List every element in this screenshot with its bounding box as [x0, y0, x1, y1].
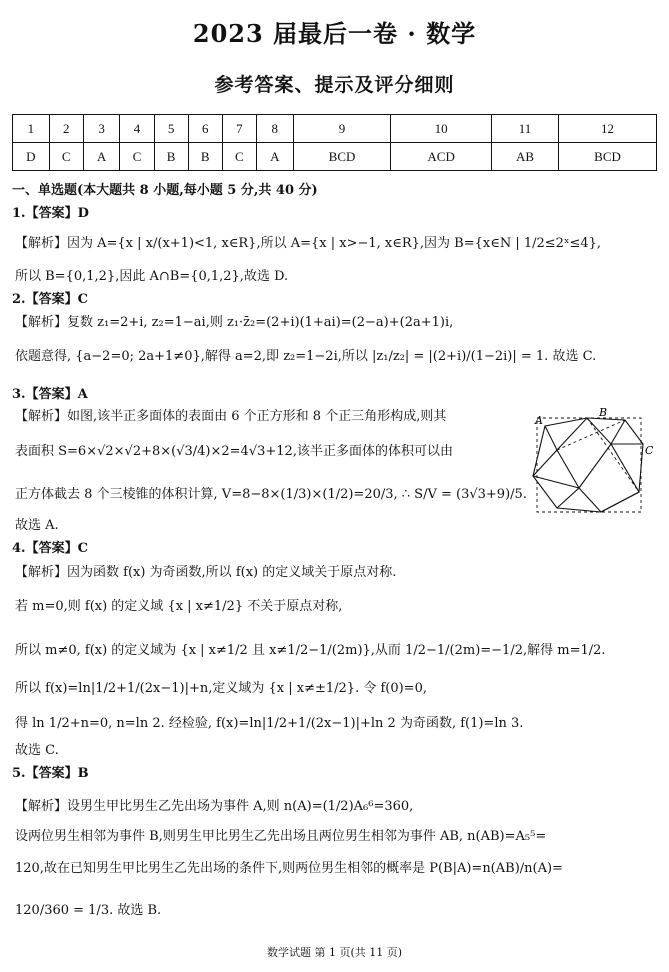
answer-heading: 4.【答案】C: [12, 541, 88, 556]
question-number: 2: [49, 115, 83, 143]
page-footer: 数学试题 第 1 页(共 11 页): [266, 946, 403, 959]
vertex-label-c: C: [645, 444, 654, 457]
answer-cell: C: [49, 143, 83, 171]
section-heading: 一、单选题(本大题共 8 小题,每小题 5 分,共 40 分): [12, 183, 318, 198]
answer-heading: 5.【答案】B: [12, 766, 89, 781]
polyhedron-figure: [527, 404, 657, 524]
answer-cell: A: [256, 143, 293, 171]
answer-cell: C: [120, 143, 154, 171]
hidden-edge: [557, 420, 625, 450]
answer-heading: 3.【答案】A: [12, 387, 88, 402]
question-number: 11: [491, 115, 558, 143]
question-number: 1: [13, 115, 50, 143]
solution-line: 【解析】复数 z₁=2+i, z₂=1−ai,则 z₁·z̄₂=(2+i)(1+ai)=(2−a)+(2a+1)i,: [15, 315, 454, 330]
question-number: 10: [391, 115, 491, 143]
answer-cell: AB: [491, 143, 558, 171]
solution-line: 依题意得, {a−2=0; 2a+1≠0},解得 a=2,即 z₂=1−2i,所以 |z₁/z₂| = |(2+i)/(1−2i)| = 1. 故选 C.: [15, 349, 597, 364]
solution-line: 【解析】设男生甲比男生乙先出场为事件 A,则 n(A)=(1/2)A₆⁶=360,: [15, 799, 414, 814]
answer-cell: C: [222, 143, 256, 171]
vertex-label-b: B: [599, 406, 608, 419]
question-number: 7: [222, 115, 256, 143]
question-number: 6: [188, 115, 222, 143]
vertex-label-a: A: [535, 414, 543, 427]
answer-heading: 1.【答案】D: [12, 206, 89, 221]
answer-cell: BCD: [293, 143, 391, 171]
answer-cell: B: [154, 143, 188, 171]
answer-cell: B: [188, 143, 222, 171]
solution-line: 故选 A.: [15, 518, 59, 533]
question-number: 4: [120, 115, 154, 143]
solution-line: 正方体截去 8 个三棱锥的体积计算, V=8−8×(1/3)×(1/2)=20/3, ∴ S/V = (3√3+9)/5.: [15, 487, 527, 502]
solution-line: 【解析】因为 A={x | x/(x+1)<1, x∈R},所以 A={x | x>−1, x∈R},因为 B={x∈N | 1/2≤2ˣ≤4},: [15, 236, 602, 251]
solution-line: 表面积 S=6×√2×√2+8×(√3/4)×2=4√3+12,该半正多面体的体积可以由: [15, 444, 453, 459]
answer-heading: 2.【答案】C: [12, 292, 88, 307]
answer-table: [12, 114, 657, 171]
polyhedron-edge: [533, 476, 579, 488]
solution-line: 若 m=0,则 f(x) 的定义域 {x | x≠1/2} 不关于原点对称,: [15, 599, 343, 614]
solution-line: 所以 f(x)=ln|1/2+1/(2x−1)|+n,定义域为 {x | x≠±1/2}. 令 f(0)=0,: [15, 681, 427, 696]
solution-line: 【解析】如图,该半正多面体的表面由 6 个正方形和 8 个正三角形构成,则其: [15, 409, 447, 424]
answer-cell: ACD: [391, 143, 491, 171]
solution-line: 【解析】因为函数 f(x) 为奇函数,所以 f(x) 的定义域关于原点对称.: [15, 565, 397, 580]
page-title: 2023 届最后一卷 · 数学: [192, 19, 477, 48]
page-subtitle: 参考答案、提示及评分细则: [214, 74, 455, 96]
question-number: 8: [256, 115, 293, 143]
question-number: 9: [293, 115, 391, 143]
solution-line: 120,故在已知男生甲比男生乙先出场的条件下,则两位男生相邻的概率是 P(B|A)=n(AB)/n(A)=: [15, 861, 563, 876]
hidden-cube-edge: [537, 418, 641, 512]
polyhedron-edge: [579, 444, 639, 512]
polyhedron-edge: [557, 450, 579, 508]
solution-line: 所以 m≠0, f(x) 的定义域为 {x | x≠1/2 且 x≠1/2−1/(2m)},从而 1/2−1/(2m)=−1/2,解得 m=1/2.: [15, 643, 606, 658]
solution-line: 所以 B={0,1,2},因此 A∩B={0,1,2},故选 D.: [15, 269, 289, 284]
answer-key-row: [13, 143, 657, 171]
question-number: 12: [559, 115, 657, 143]
answer-cell: D: [13, 143, 50, 171]
solution-line: 设两位男生相邻为事件 B,则男生甲比男生乙先出场且两位男生相邻为事件 AB, n(AB)=A₅⁵=: [15, 829, 547, 844]
solution-line: 120/360 = 1/3. 故选 B.: [15, 903, 162, 918]
answer-number-row: [13, 115, 657, 143]
solution-line: 故选 C.: [15, 743, 59, 758]
question-number: 3: [83, 115, 120, 143]
answer-cell: BCD: [559, 143, 657, 171]
question-number: 5: [154, 115, 188, 143]
answer-cell: A: [83, 143, 120, 171]
solution-line: 得 ln 1/2+n=0, n=ln 2. 经检验, f(x)=ln|1/2+1/(2x−1)|+ln 2 为奇函数, f(1)=ln 3.: [15, 716, 524, 731]
polyhedron-edge: [557, 418, 625, 450]
